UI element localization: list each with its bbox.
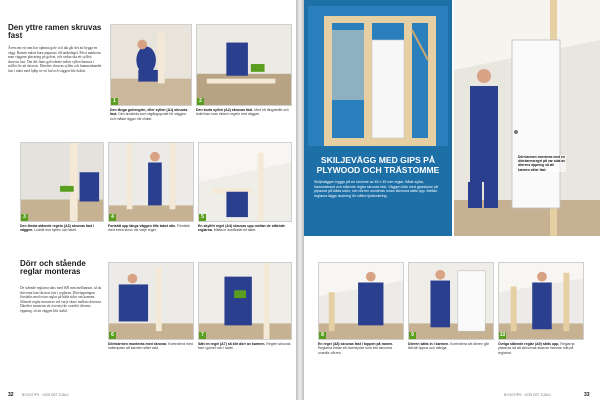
footer-left: BYGGTIPS · GÖR DET SJÄLV	[22, 393, 69, 397]
step-photo-10	[498, 262, 584, 340]
feature-banner	[304, 150, 452, 236]
step-badge: 4	[109, 214, 116, 221]
headline-outer-frame: Den yttre ramen skruvas fast	[8, 23, 102, 41]
left-page	[0, 0, 296, 400]
page-number-right: 33	[584, 392, 590, 398]
step-caption-8: En regel (A8) skruvas fast i toppen på ramen. Reglarna bildar ett överstycke som bär skivorna ovanför dörren.	[318, 342, 394, 355]
step-badge: 9	[409, 332, 416, 339]
banner-body: Skiljeväggen byggs på en stomme av 45 x 45 mm reglar. Både syllar, hammarband och stående reglar skruvas fast. Väggen kläs med gipsskivor på plywood på båda sidor, och dörren monteras innan skivorna sätts upp. Mellan reglarna läggs isolering för bättre ljudisolering.	[314, 180, 438, 198]
step-caption-4: Fortsätt upp längs väggen tills taket nås. Förstärk med extra skruv vid varje regel.	[108, 224, 190, 233]
step-badge: 10	[499, 332, 506, 338]
step-photo-8	[318, 262, 404, 340]
step-caption-1: Den långa golvregeln, eller syllen (A1) skruvas fast. Den används som utgångspunkt för väggen och måste ligga i rät vinkel.	[110, 108, 188, 121]
spine-gutter	[296, 0, 304, 400]
banner-title: SKILJEVÄGG MED GIPS PÅ PLYWOOD OCH TRÄSTOMME	[316, 155, 440, 175]
step-caption-10: Övriga stående reglar (A9) sätts upp. Reglarna placeras så att skivornas skarvar hamnar mitt på reglarna.	[498, 342, 575, 355]
step-photo-5	[198, 142, 292, 222]
step-photo-9	[408, 262, 494, 340]
footer-right: BYGGTIPS · GÖR DET SJÄLV	[504, 393, 551, 397]
step-badge: 8	[319, 332, 326, 339]
door-inset-caption: Dörrkarmen monteras med en dörrkarmsregel på var sida av dörrens öppning så att karmen sitter fast.	[518, 155, 565, 172]
step-badge: 6	[109, 332, 116, 339]
step-photo-3	[20, 142, 104, 222]
step-badge: 3	[21, 214, 28, 221]
door-install-photo	[454, 0, 600, 236]
page-number-left: 32	[8, 392, 14, 398]
step-badge: 1	[111, 98, 118, 105]
headline-door-and-studs: Dörr och stående reglar monteras	[20, 259, 86, 277]
step-badge: 7	[199, 332, 206, 339]
step-photo-2	[196, 24, 292, 106]
step-photo-1	[110, 24, 192, 106]
step-caption-6: Dörrkarmen monteras med skruvar. Kontrollera med vattenpass att karmen sitter rakt.	[108, 342, 193, 351]
right-page	[304, 0, 600, 400]
body-text-door-and-studs: De stående reglarna sätts med 600 mm mellanrum, så att skivorna kan skruvas fast i reglarna. Dörröppningen förstärks med extra reglar på båda sidor om karmen. Stående reglar monteras vid varje skarv mellan skivorna. Därefter monteras ett överstycke ovanför dörrens öppning, så att väggen blir stabil.	[20, 286, 102, 313]
body-text-outer-frame: Även om ett rum har ojämna golv och tak går det att bygga en vägg. Ramen måste bara anpassas till underlaget. Först markerar man väggens placering på golvet, och sedan ska ett syllträ skruvas fast. Om det finns golvvärme måste syllen limmas i stället för att skruvas. Därefter skruvas syllen och hammarbandet fast i taket med hjälp av ett lod och väggen blir lodrät.	[8, 46, 102, 73]
step-badge: 5	[199, 214, 206, 221]
step-caption-3: Den första stående regeln (A3) skruvas fast i väggen. Lodrät mot syllen och taket.	[20, 224, 95, 233]
step-photo-6	[108, 262, 194, 340]
step-caption-2: Den korta syllen (A2) skruvas fast. Med ett längdmått och lodet kan man rikta in regeln mot väggen.	[196, 108, 289, 117]
step-caption-5: En skyltfri regel (A4) skruvas upp mellan de stående reglarna. Mätta in avståndet till taket.	[198, 224, 285, 233]
step-caption-9: Dörren sätts in i karmen. Kontrollera att dörren går lätt att öppna och stänga.	[408, 342, 489, 351]
step-photo-7	[198, 262, 292, 340]
step-caption-7: Sätt en regel (A7) så blir dörr av karmen. Regeln skruvas fast i golvet och i taket.	[198, 342, 291, 351]
step-photo-4	[108, 142, 194, 222]
step-badge: 2	[197, 98, 204, 105]
wall-frame-illustration	[304, 0, 452, 150]
